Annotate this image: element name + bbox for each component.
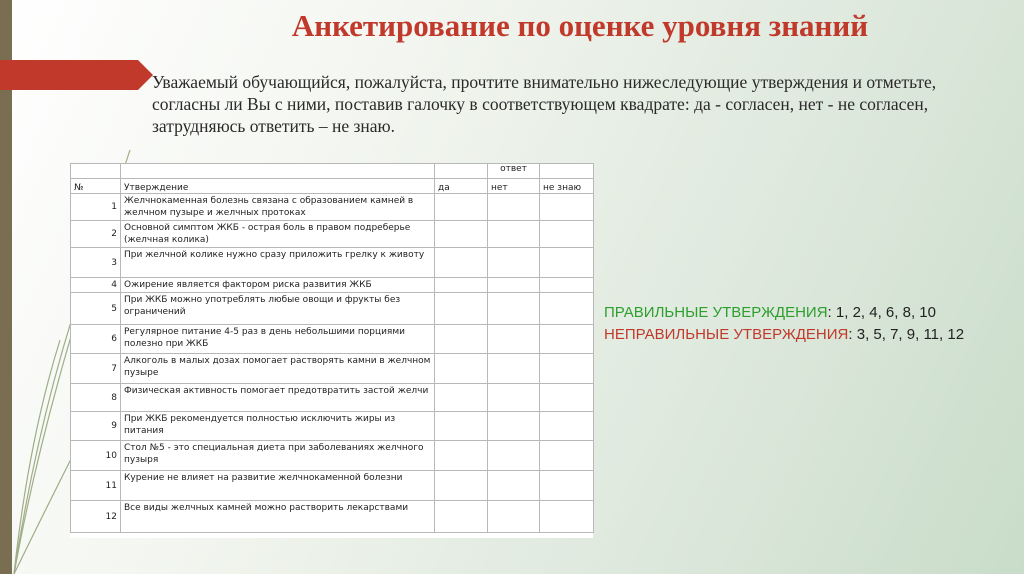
header-blank — [540, 164, 594, 179]
row-statement: Все виды желчных камней можно растворить лекарствами — [121, 501, 435, 533]
row-number: 5 — [71, 293, 121, 325]
row-number: 3 — [71, 248, 121, 278]
table-row — [71, 384, 594, 412]
table-row — [71, 278, 594, 293]
table-row — [71, 501, 594, 533]
answer-dont-know-cell[interactable] — [540, 354, 594, 384]
table-row — [71, 412, 594, 441]
row-number: 6 — [71, 325, 121, 354]
table-row — [71, 194, 594, 221]
row-statement: При ЖКБ рекомендуется полностью исключить жиры из питания — [121, 412, 435, 441]
row-number: 10 — [71, 441, 121, 471]
answer-yes-cell[interactable] — [435, 354, 488, 384]
header-number: № — [71, 179, 121, 194]
answer-yes-cell[interactable] — [435, 194, 488, 221]
row-number: 9 — [71, 412, 121, 441]
row-statement: При ЖКБ можно употреблять любые овощи и фрукты без ограничений — [121, 293, 435, 325]
header-blank — [121, 164, 435, 179]
separator: : — [848, 326, 857, 343]
incorrect-label: НЕПРАВИЛЬНЫЕ УТВЕРЖДЕНИЯ — [604, 326, 849, 343]
header-blank — [71, 164, 121, 179]
answer-dont-know-cell[interactable] — [540, 441, 594, 471]
row-statement: Алкоголь в малых дозах помогает растворять камни в желчном пузыре — [121, 354, 435, 384]
row-number: 11 — [71, 471, 121, 501]
table-row — [71, 221, 594, 248]
table-row — [71, 248, 594, 278]
answer-no-cell[interactable] — [488, 194, 540, 221]
table-row — [71, 471, 594, 501]
header-blank — [435, 164, 488, 179]
table-row — [71, 293, 594, 325]
instruction-text: Уважаемый обучающийся, пожалуйста, прочтите внимательно нижеследующие утверждения и отметьте, согласны ли Вы с ними, поставив галочку в соответствующем квадрате: да - согласен, нет - не согласен, затрудняюсь ответить – не знаю. — [152, 72, 937, 136]
answer-yes-cell[interactable] — [435, 501, 488, 533]
answer-yes-cell[interactable] — [435, 325, 488, 354]
header-yes: да — [435, 179, 488, 194]
answer-no-cell[interactable] — [488, 278, 540, 293]
row-statement: Желчнокаменная болезнь связана с образованием камней в желчном пузыре и желчных протоках — [121, 194, 435, 221]
table-row — [71, 354, 594, 384]
table-row — [71, 441, 594, 471]
row-statement: Стол №5 - это специальная диета при заболеваниях желчного пузыря — [121, 441, 435, 471]
answer-no-cell[interactable] — [488, 471, 540, 501]
correct-values: 1, 2, 4, 6, 8, 10 — [835, 304, 936, 321]
answer-dont-know-cell[interactable] — [540, 471, 594, 501]
header-no: нет — [488, 179, 540, 194]
answer-dont-know-cell[interactable] — [540, 501, 594, 533]
table-row — [71, 325, 594, 354]
answer-no-cell[interactable] — [488, 412, 540, 441]
answer-no-cell[interactable] — [488, 354, 540, 384]
correct-label: ПРАВИЛЬНЫЕ УТВЕРЖДЕНИЯ — [604, 304, 828, 321]
answer-dont-know-cell[interactable] — [540, 412, 594, 441]
answer-no-cell[interactable] — [488, 248, 540, 278]
answer-yes-cell[interactable] — [435, 441, 488, 471]
row-number: 7 — [71, 354, 121, 384]
answer-yes-cell[interactable] — [435, 412, 488, 441]
row-statement: Регулярное питание 4-5 раз в день небольшими порциями полезно при ЖКБ — [121, 325, 435, 354]
red-accent-arrow — [138, 60, 153, 90]
row-statement: При желчной колике нужно сразу приложить грелку к животу — [121, 248, 435, 278]
incorrect-statements — [604, 324, 1004, 346]
answer-dont-know-cell[interactable] — [540, 278, 594, 293]
row-statement: Основной симптом ЖКБ - острая боль в правом подреберье (желчная колика) — [121, 221, 435, 248]
answer-dont-know-cell[interactable] — [540, 293, 594, 325]
answer-no-cell[interactable] — [488, 441, 540, 471]
answer-no-cell[interactable] — [488, 221, 540, 248]
answer-dont-know-cell[interactable] — [540, 325, 594, 354]
header-dont-know: не знаю — [540, 179, 594, 194]
answer-no-cell[interactable] — [488, 325, 540, 354]
answer-no-cell[interactable] — [488, 501, 540, 533]
answer-dont-know-cell[interactable] — [540, 194, 594, 221]
row-statement: Физическая активность помогает предотвратить застой желчи — [121, 384, 435, 412]
row-number: 12 — [71, 501, 121, 533]
row-number: 1 — [71, 194, 121, 221]
incorrect-values: 3, 5, 7, 9, 11, 12 — [856, 326, 965, 343]
answer-no-cell[interactable] — [488, 293, 540, 325]
answer-yes-cell[interactable] — [435, 384, 488, 412]
answer-dont-know-cell[interactable] — [540, 248, 594, 278]
row-number: 8 — [71, 384, 121, 412]
answer-yes-cell[interactable] — [435, 471, 488, 501]
separator: : — [827, 304, 836, 321]
answer-dont-know-cell[interactable] — [540, 221, 594, 248]
questionnaire-table — [70, 163, 593, 538]
answer-yes-cell[interactable] — [435, 221, 488, 248]
answer-yes-cell[interactable] — [435, 293, 488, 325]
slide-title: Анкетирование по оценке уровня знаний — [291, 8, 869, 43]
header-statement: Утверждение — [121, 179, 435, 194]
red-accent-bar — [0, 60, 138, 90]
row-statement: Курение не влияет на развитие желчнокаменной болезни — [121, 471, 435, 501]
answer-dont-know-cell[interactable] — [540, 384, 594, 412]
header-answer-group: ответ — [488, 164, 540, 179]
answer-key — [604, 302, 1004, 346]
answer-yes-cell[interactable] — [435, 278, 488, 293]
correct-statements — [604, 302, 1004, 324]
answer-no-cell[interactable] — [488, 384, 540, 412]
row-statement: Ожирение является фактором риска развития ЖКБ — [121, 278, 435, 293]
row-number: 4 — [71, 278, 121, 293]
answer-yes-cell[interactable] — [435, 248, 488, 278]
row-number: 2 — [71, 221, 121, 248]
